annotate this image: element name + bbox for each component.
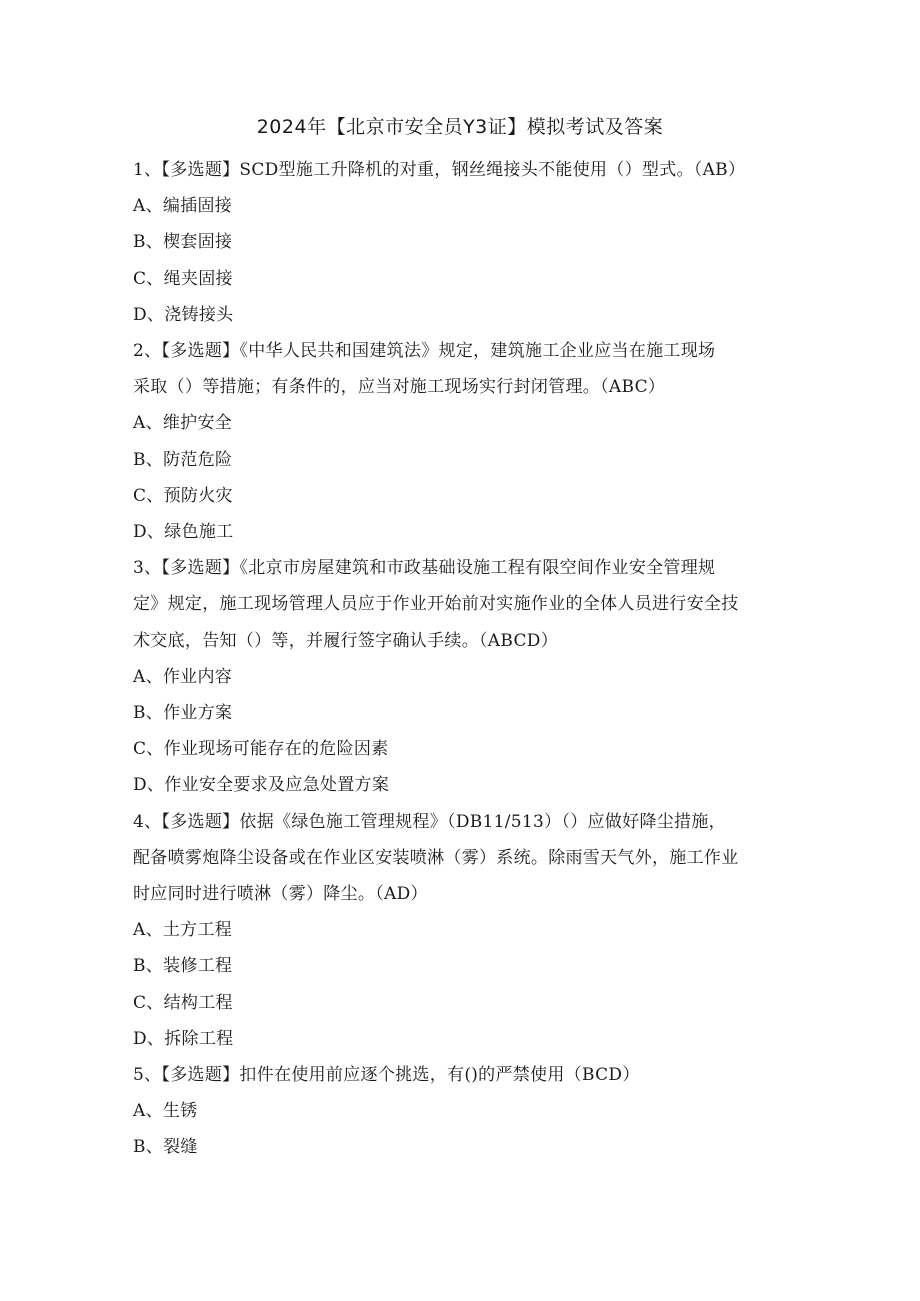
question-stem-line: 4、【多选题】依据《绿色施工管理规程》（DB11/513）（）应做好降尘措施，	[133, 811, 726, 832]
question-4	[133, 804, 793, 1057]
question-stem-line: 采取（）等措施；有条件的，应当对施工现场实行封闭管理。（ABC）	[133, 377, 666, 398]
question-2	[133, 333, 793, 550]
answer-option: A、土方工程	[133, 920, 233, 941]
question-stem-line: 术交底，告知（）等，并履行签字确认手续。（ABCD）	[133, 630, 559, 651]
question-stem-line: 1、【多选题】SCD型施工升降机的对重，钢丝绳接头不能使用（）型式。（AB）	[133, 160, 746, 180]
document-title: 2024年【北京市安全员Y3证】模拟考试及答案	[256, 116, 664, 138]
answer-option: C、绳夹固接	[133, 268, 233, 289]
question-5	[133, 1057, 793, 1166]
answer-option: D、拆除工程	[133, 1028, 234, 1049]
answer-option: B、裂缝	[133, 1137, 198, 1158]
answer-option: D、作业安全要求及应急处置方案	[133, 775, 390, 796]
question-3	[133, 550, 793, 803]
answer-option: A、作业内容	[133, 666, 233, 687]
answer-option: C、结构工程	[133, 992, 233, 1013]
question-stem-line: 5、【多选题】扣件在使用前应逐个挑选，有()的严禁使用（BCD）	[133, 1065, 640, 1086]
answer-option: B、楔套固接	[133, 232, 233, 253]
answer-option: A、维护安全	[133, 413, 233, 434]
question-stem-line: 3、【多选题】《北京市房屋建筑和市政基础设施工程有限空间作业安全管理规	[133, 558, 716, 579]
answer-option: B、作业方案	[133, 703, 233, 724]
question-list	[133, 152, 793, 1166]
question-stem-line: 配备喷雾炮降尘设备或在作业区安装喷淋（雾）系统。除雨雪天气外，施工作业	[133, 847, 739, 868]
question-stem-line: 2、【多选题】《中华人民共和国建筑法》规定，建筑施工企业应当在施工现场	[133, 341, 716, 362]
answer-option: B、防范危险	[133, 449, 233, 470]
answer-option: C、预防火灾	[133, 485, 233, 506]
question-stem-line: 时应同时进行喷淋（雾）降尘。（AD）	[133, 884, 428, 905]
answer-option: B、装修工程	[133, 956, 233, 977]
answer-option: A、生锈	[133, 1101, 198, 1122]
answer-option: A、编插固接	[133, 196, 233, 217]
question-1	[133, 152, 793, 333]
answer-option: D、浇铸接头	[133, 304, 234, 325]
question-stem-line: 定》规定，施工现场管理人员应于作业开始前对实施作业的全体人员进行安全技	[133, 594, 739, 615]
answer-option: D、绿色施工	[133, 522, 234, 543]
answer-option: C、作业现场可能存在的危险因素	[133, 739, 389, 760]
